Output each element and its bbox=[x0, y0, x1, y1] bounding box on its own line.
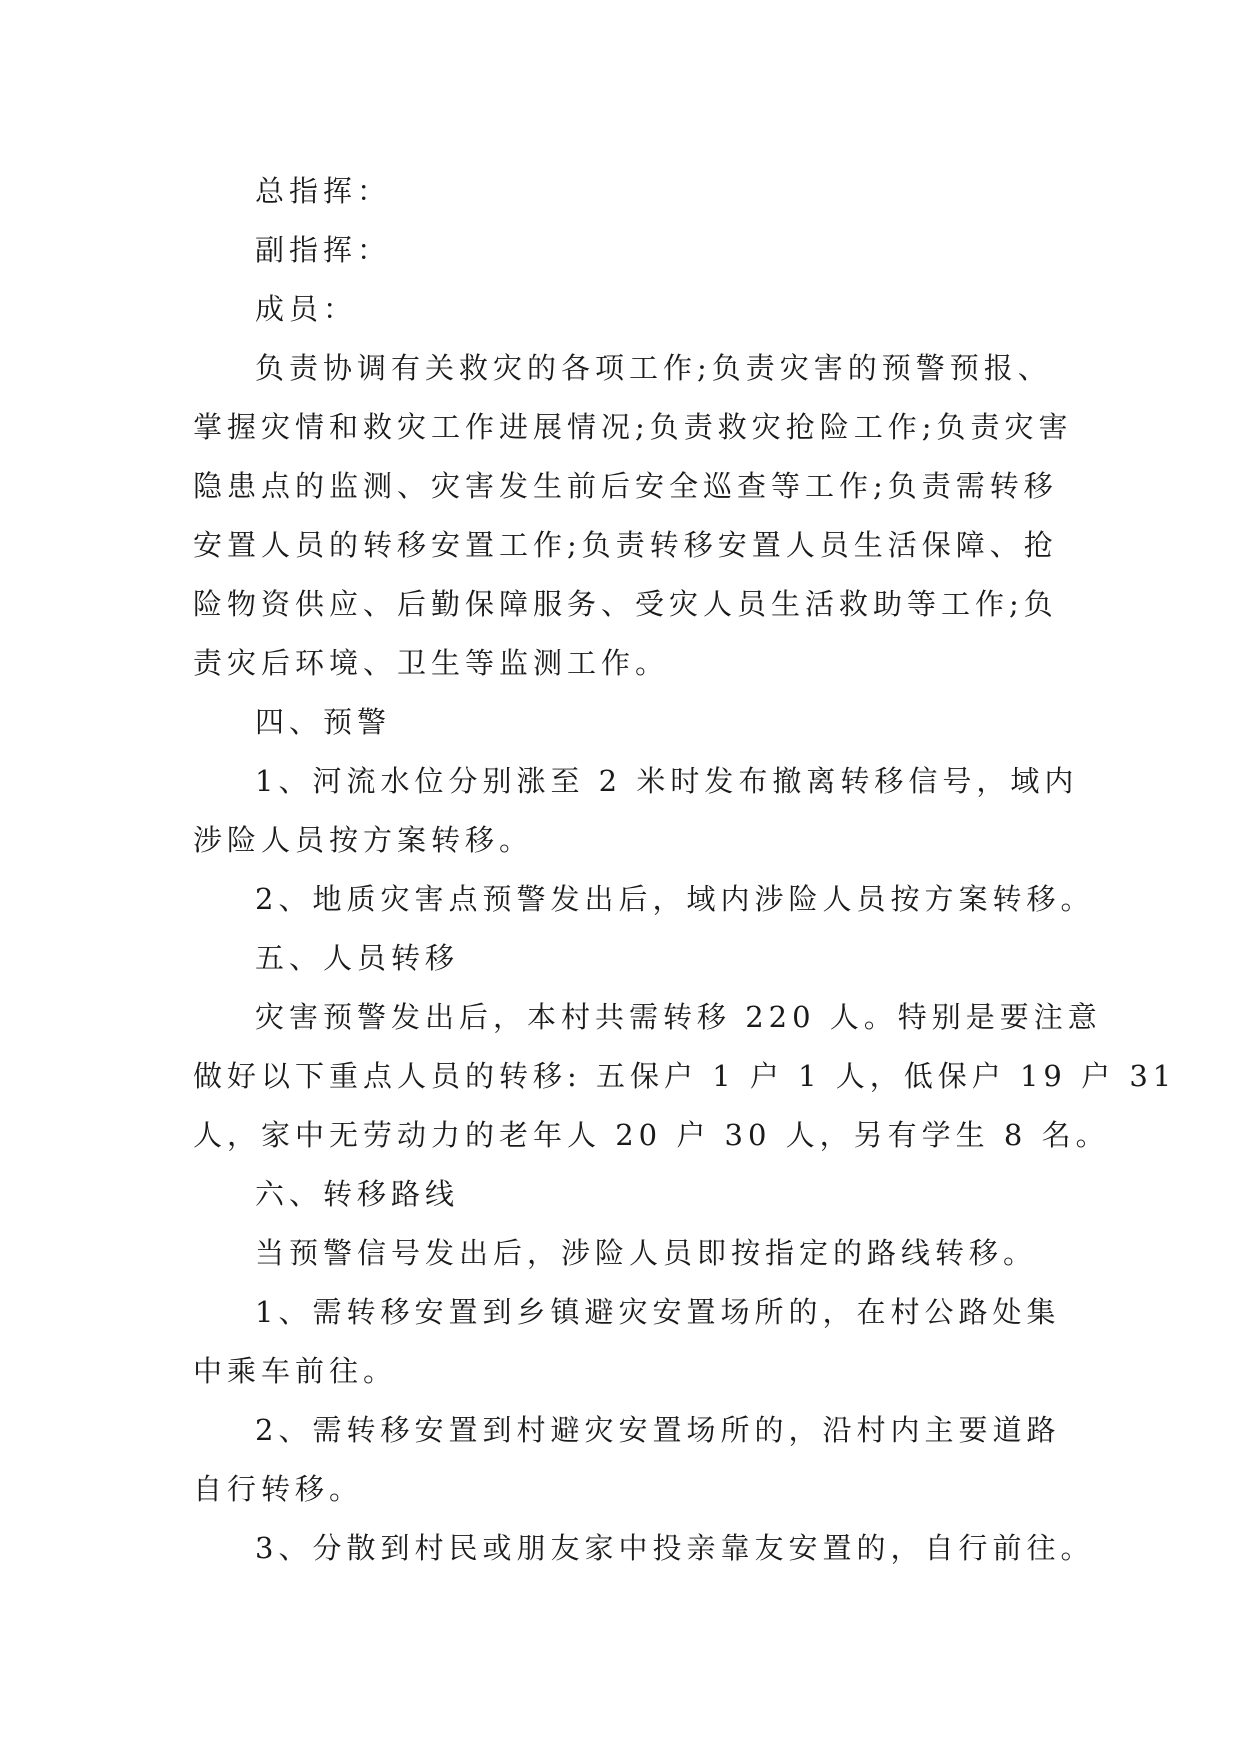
text-line: 1、需转移安置到乡镇避灾安置场所的，在村公路处集 bbox=[255, 1295, 1061, 1329]
text-line: 中乘车前往。 bbox=[193, 1354, 398, 1388]
text-line: 掌握灾情和救灾工作进展情况;负责救灾抢险工作;负责灾害 bbox=[193, 410, 1073, 444]
text-line: 安置人员的转移安置工作;负责转移安置人员生活保障、抢 bbox=[193, 528, 1058, 562]
text-line: 隐患点的监测、灾害发生前后安全巡查等工作;负责需转移 bbox=[193, 469, 1058, 503]
text-line: 做好以下重点人员的转移: 五保户 1 户 1 人，低保户 19 户 31 bbox=[193, 1059, 1177, 1093]
text-line: 险物资供应、后勤保障服务、受灾人员生活救助等工作;负 bbox=[193, 587, 1058, 621]
text-line: 总指挥： bbox=[255, 174, 392, 208]
text-line: 1、河流水位分别涨至 2 米时发布撤离转移信号，域内 bbox=[255, 764, 1079, 798]
document-body bbox=[193, 162, 1177, 1578]
text-line: 灾害预警发出后，本村共需转移 220 人。特别是要注意 bbox=[255, 1000, 1102, 1034]
text-line: 自行转移。 bbox=[193, 1472, 364, 1506]
text-line: 负责协调有关救灾的各项工作;负责灾害的预警预报、 bbox=[255, 351, 1052, 385]
text-line: 2、需转移安置到村避灾安置场所的，沿村内主要道路 bbox=[255, 1413, 1061, 1447]
text-line: 人，家中无劳动力的老年人 20 户 30 人，另有学生 8 名。 bbox=[193, 1118, 1110, 1152]
text-line: 3、分散到村民或朋友家中投亲靠友安置的，自行前往。 bbox=[255, 1531, 1095, 1565]
text-line: 2、地质灾害点预警发出后，域内涉险人员按方案转移。 bbox=[255, 882, 1095, 916]
section-heading: 四、预警 bbox=[255, 705, 392, 739]
text-line: 当预警信号发出后，涉险人员即按指定的路线转移。 bbox=[255, 1236, 1038, 1270]
section-heading: 六、转移路线 bbox=[255, 1177, 460, 1211]
text-line: 涉险人员按方案转移。 bbox=[193, 823, 534, 857]
text-line: 责灾后环境、卫生等监测工作。 bbox=[193, 646, 670, 680]
text-line: 成员： bbox=[255, 292, 358, 326]
section-heading: 五、人员转移 bbox=[255, 941, 460, 975]
text-line: 副指挥： bbox=[255, 233, 392, 267]
